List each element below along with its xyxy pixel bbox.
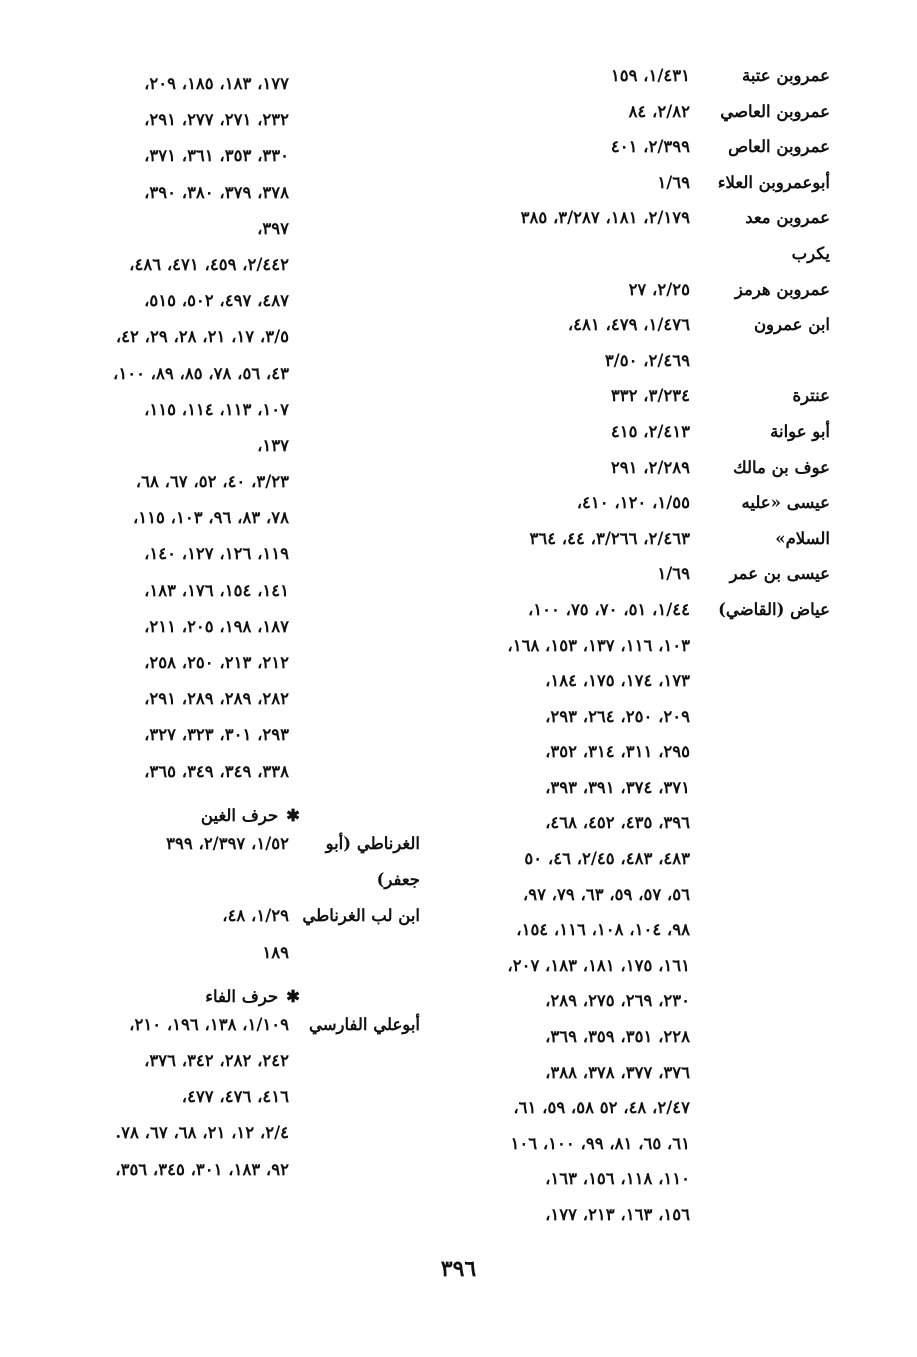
section-heading-text: حرف الفاء <box>205 987 279 1007</box>
index-entry <box>450 458 830 494</box>
entry-page-refs: ١٠٧، ١١٣، ١١٤، ١١٥، <box>144 399 289 419</box>
entry-page-refs: ١/٤٧٦، ٤٧٩، ٤٨١، <box>567 315 690 335</box>
index-entry <box>48 834 420 870</box>
entry-page-refs: ٢/٣٩٩، ٤٠١ <box>610 137 690 157</box>
index-entry <box>450 707 830 743</box>
page-number: ٣٩٦ <box>440 1256 477 1282</box>
entry-page-refs: ١/٦٩ <box>657 172 690 192</box>
entry-page-refs: ٢٤٢، ٢٨٢، ٣٤٢، ٣٧٦، <box>144 1051 289 1071</box>
entry-page-refs: ٢/٤٦٩، ٣/٥٠ <box>604 350 690 370</box>
index-entry <box>450 1063 830 1099</box>
index-continuation-line <box>48 146 420 182</box>
index-entry <box>450 1134 830 1170</box>
index-entry <box>450 1027 830 1063</box>
index-continuation-line <box>48 653 420 689</box>
entry-page-refs: ٦١، ٦٥، ٨١، ٩٩، ١٠٠، ١٠٦ <box>510 1133 690 1153</box>
index-column-right <box>450 66 830 1241</box>
entry-name: ابن عمرون <box>753 315 830 335</box>
index-entry <box>450 102 830 138</box>
entry-name: عمروبن العاص <box>728 137 830 157</box>
index-continuation-line <box>48 762 420 798</box>
index-entry <box>450 813 830 849</box>
entry-page-refs: ٢/٢٨٩، ٢٩١ <box>610 457 690 477</box>
entry-page-refs: ٤٨٧، ٤٩٧، ٥٠٢، ٥١٥، <box>144 291 289 311</box>
index-continuation-line <box>48 436 420 472</box>
index-entry <box>450 244 830 280</box>
entry-page-refs: ١٣٧، <box>257 435 289 455</box>
index-entry <box>450 1169 830 1205</box>
index-entry <box>48 1087 420 1123</box>
entry-page-refs: ٤٨٣، ٤٨٣، ٢/٤٥، ٤٦، ٥٠ <box>524 849 690 869</box>
entry-name: عنترة <box>792 386 830 406</box>
index-continuation-line <box>48 183 420 219</box>
entry-name: عمروبن هرمز <box>734 279 830 299</box>
entry-name: جعفر) <box>376 870 420 890</box>
entry-page-refs: ١١٩، ١٢٦، ١٢٧، ١٤٠، <box>144 544 289 564</box>
entry-page-refs: ٢٩٣، ٣٠١، ٣٢٣، ٣٢٧، <box>144 725 289 745</box>
entry-page-refs: ٢/٨٢، ٨٤ <box>628 101 690 121</box>
index-entry <box>450 386 830 422</box>
entry-page-refs: ٢٨٢، ٢٨٩، ٢٨٩، ٢٩١، <box>144 689 289 709</box>
entry-page-refs: ٣/٢٣، ٤٠، ٥٢، ٦٧، ٦٨، <box>135 472 289 492</box>
entry-page-refs: ٢/١٧٩، ١٨١، ٣/٢٨٧، ٣٨٥ <box>520 208 690 228</box>
entry-page-refs: ٥٦، ٥٧، ٥٩، ٦٣، ٧٩، ٩٧، <box>522 884 690 904</box>
entry-page-refs: ١/٦٩ <box>657 564 690 584</box>
entry-page-refs: ٢/٤٦٣، ٣/٢٦٦، ٤٤، ٣٦٤ <box>529 528 690 548</box>
entry-page-refs: ٤١٦، ٤٧٦، ٤٧٧، <box>181 1087 289 1107</box>
entry-name: يكرب <box>791 243 830 263</box>
section-heading-text: حرف الغين <box>200 806 279 826</box>
index-entry <box>450 742 830 778</box>
index-entry <box>450 956 830 992</box>
index-entry <box>450 564 830 600</box>
index-continuation-line <box>48 508 420 544</box>
entry-page-refs: ٩٨، ١٠٤، ١٠٨، ١١٦، ١٥٤، <box>516 920 690 940</box>
entry-page-refs: ١٧٣، ١٧٤، ١٧٥، ١٨٤، <box>545 671 690 691</box>
entry-name: عوف بن مالك <box>733 457 830 477</box>
index-continuation-line <box>48 219 420 255</box>
index-continuation-line <box>48 291 420 327</box>
index-entry <box>450 422 830 458</box>
index-continuation-line <box>48 544 420 580</box>
entry-name: عمروبن العاصي <box>720 101 830 121</box>
entry-name: عياض (القاضي) <box>718 599 830 619</box>
entry-page-refs: ٢٩٥، ٣١١، ٣١٤، ٣٥٢، <box>545 742 690 762</box>
entry-name: أبوعمروبن العلاء <box>717 172 830 192</box>
entry-page-refs: ٢٣٠، ٢٦٩، ٢٧٥، ٢٨٩، <box>545 991 690 1011</box>
index-entry <box>450 991 830 1027</box>
entry-page-refs: ١/٥٥، ١٢٠، ٤١٠، <box>576 493 690 513</box>
index-entry <box>450 280 830 316</box>
entry-page-refs: ١٧٧، ١٨٣، ١٨٥، ٢٠٩، <box>144 74 289 93</box>
entry-page-refs: ٣/٥، ١٧، ٢١، ٢٨، ٢٩، ٤٢، <box>115 327 289 347</box>
entry-page-refs: ٣٧١، ٣٧٤، ٣٩١، ٣٩٣، <box>545 777 690 797</box>
index-entry <box>450 315 830 351</box>
entry-name: السلام» <box>775 528 830 548</box>
index-entry <box>48 943 420 979</box>
entry-name: أبو عوانة <box>770 421 830 441</box>
entry-name: عمروبن عتبة <box>741 66 830 85</box>
index-entry <box>450 778 830 814</box>
index-entry <box>48 1123 420 1159</box>
index-entry <box>48 1015 420 1051</box>
index-entry <box>450 849 830 885</box>
entry-name: ابن لب الغرناطي <box>302 906 420 926</box>
index-continuation-line <box>48 400 420 436</box>
entry-name: الغرناطي (أبو <box>325 833 420 853</box>
index-entry <box>48 906 420 942</box>
entry-page-refs: ١٦١، ١٧٥، ١٨١، ١٨٣، ٢٠٧، <box>507 955 690 975</box>
entry-page-refs: ٣٣٠، ٣٥٣، ٣٦١، ٣٧١، <box>144 146 289 166</box>
asterisk-icon: ✱ <box>286 806 300 826</box>
entry-page-refs: ٤٣، ٥٦، ٧٨، ٨٥، ٨٩، ١٠٠، <box>113 363 289 383</box>
entry-page-refs: ٢١٢، ٢١٣، ٢٥٠، ٢٥٨، <box>144 653 289 672</box>
entry-page-refs: ٣/٢٣٤، ٣٣٢ <box>610 386 690 406</box>
index-continuation-line <box>48 617 420 653</box>
entry-page-refs: ٢/٤، ١٢، ٢١، ٦٨، ٦٧، ٧٨. <box>115 1123 289 1143</box>
entry-page-refs: ١٤١، ١٥٤، ١٧٦، ١٨٣، <box>144 580 289 600</box>
entry-page-refs: ١/٢٩، ٤٨، <box>222 906 289 926</box>
entry-page-refs: ٣٩٧، <box>257 218 289 238</box>
entry-page-refs: ٣٣٨، ٣٤٩، ٣٤٩، ٣٦٥، <box>144 761 289 781</box>
index-continuation-line <box>48 110 420 146</box>
index-entry <box>48 1051 420 1087</box>
index-continuation-line <box>48 255 420 291</box>
index-entry <box>450 529 830 565</box>
entry-page-refs: ٢٠٩، ٢٥٠، ٢٦٤، ٢٩٣، <box>545 706 690 726</box>
entry-name: عيسى بن عمر <box>729 564 830 584</box>
entry-page-refs: ٣٧٨، ٣٧٩، ٣٨٠، ٣٩٠، <box>144 182 289 202</box>
entry-page-refs: ٢/٤٧، ٤٨، ٥٢ ٥٨، ٥٩، ٦١، <box>513 1098 690 1118</box>
index-entry <box>450 137 830 173</box>
entry-page-refs: ٩٢، ١٨٣، ٣٠١، ٣٤٥، ٣٥٦، <box>115 1159 289 1179</box>
entry-page-refs: ٢/٢٥، ٢٧ <box>628 279 690 299</box>
entry-name: أبوعلي الفارسي <box>308 1014 420 1034</box>
index-continuation-line <box>48 327 420 363</box>
index-continuation-line <box>48 472 420 508</box>
index-entry <box>450 636 830 672</box>
entry-page-refs: ١/٤٤، ٥١، ٧٠، ٧٥، ١٠٠، <box>527 599 690 619</box>
entry-page-refs: ١٨٧، ١٩٨، ٢٠٥، ٢١١، <box>144 616 289 636</box>
entry-page-refs: ٣٩٦، ٤٣٥، ٤٥٢، ٤٦٨، <box>545 813 690 833</box>
index-continuation-line <box>48 725 420 761</box>
asterisk-icon: ✱ <box>286 987 300 1007</box>
entry-page-refs: ١/١٠٩، ١٣٨، ١٩٦، ٢١٠، <box>129 1014 289 1034</box>
index-entry <box>450 920 830 956</box>
entry-name: عيسى «عليه <box>741 493 830 513</box>
entry-page-refs: ٧٨، ٨٣، ٩٦، ١٠٣، ١١٥، <box>132 508 289 528</box>
index-entry <box>450 493 830 529</box>
entry-name: عمروبن معد <box>745 208 830 228</box>
index-entry <box>450 66 830 102</box>
index-entry <box>48 1160 420 1196</box>
index-entry <box>450 671 830 707</box>
section-heading-fa <box>48 979 420 1015</box>
index-continuation-line <box>48 364 420 400</box>
entry-page-refs: ٢/٤١٣، ٤١٥ <box>610 421 690 441</box>
index-entry <box>450 885 830 921</box>
index-entry <box>450 1098 830 1134</box>
index-entry <box>48 870 420 906</box>
entry-page-refs: ٢٢٨، ٣٥١، ٣٥٩، ٣٦٩، <box>545 1027 690 1047</box>
entry-page-refs: ٢/٤٤٢، ٤٥٩، ٤٧١، ٤٨٦، <box>129 254 289 274</box>
entry-page-refs: ١٨٩ <box>262 942 289 962</box>
entry-page-refs: ١/٤٣١، ١٥٩ <box>610 66 690 85</box>
entry-page-refs: ٣٧٦، ٣٧٧، ٣٧٨، ٣٨٨، <box>545 1062 690 1082</box>
index-entry <box>450 600 830 636</box>
entry-page-refs: ١٥٦، ١٦٣، ٢١٣، ١٧٧، <box>545 1205 690 1224</box>
index-entry <box>450 351 830 387</box>
entry-page-refs: ١١٠، ١١٨، ١٥٦، ١٦٣، <box>545 1169 690 1189</box>
entry-page-refs: ٢٣٢، ٢٧١، ٢٧٧، ٢٩١، <box>144 110 289 130</box>
entry-page-refs: ١٠٣، ١١٦، ١٣٧، ١٥٣، ١٦٨، <box>507 635 690 655</box>
index-continuation-line <box>48 74 420 110</box>
index-continuation-line <box>48 689 420 725</box>
index-continuation-line <box>48 581 420 617</box>
section-heading-ghain <box>48 798 420 834</box>
index-entry <box>450 208 830 244</box>
index-entry <box>450 1205 830 1241</box>
index-column-left <box>48 74 420 1196</box>
entry-page-refs: ١/٥٢، ٢/٣٩٧، ٣٩٩ <box>166 833 289 853</box>
index-entry <box>450 173 830 209</box>
